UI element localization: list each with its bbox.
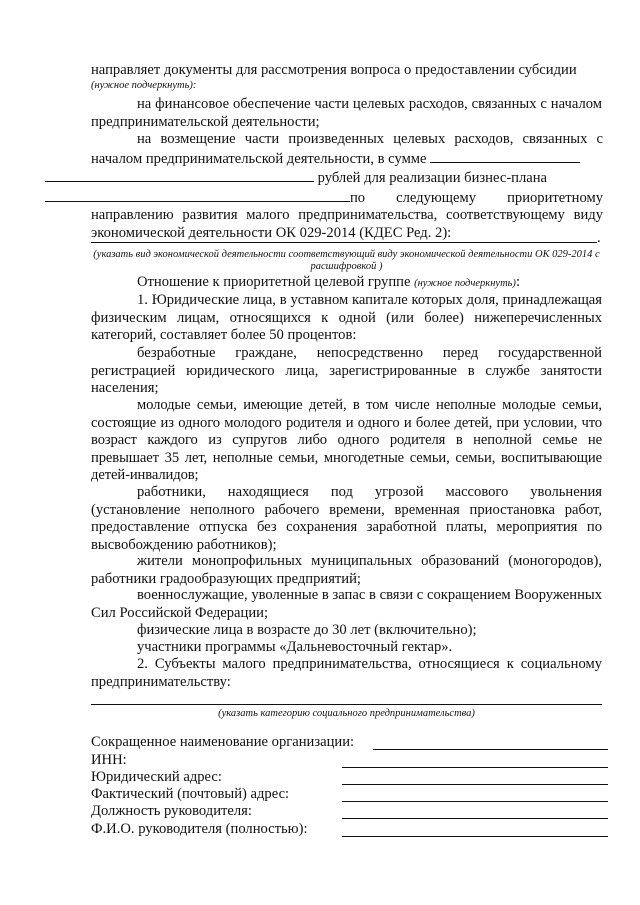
priority-item-2: 2. Субъекты малого предпринимательства, относящиеся к социальному предпринимательству: [91,656,602,690]
field-label-inn: ИНН: [91,752,127,768]
field-input-legal-address[interactable] [342,784,608,785]
field-label-legal-address: Юридический адрес: [91,769,222,785]
okved-note: (указать вид экономической деятельности соответствующий виду экономической деятельности ОК 029-2014 с расшифровкой ) [93,249,600,272]
field-label-short-name: Сокращенное наименование организации: [91,734,355,750]
option-2 [91,131,603,243]
category-6: физические лица в возрасте до 30 лет (включительно); [137,622,477,638]
priority-item-1: 1. Юридические лица, в уставном капитале которых доля, принадлежащая физическим лицам, относящихся к одной (или более) нижеперечисленных категорий, составляет более 50 процентов: [91,292,602,344]
priority-heading [91,274,602,292]
option-2-text: на возмещение части произведенных целевых расходов, связанных с началом предпринимательской деятельности, в сумме [91,131,603,167]
category-3: работники, находящиеся под угрозой массового увольнения (установление неполного рабочего времени, временная приостановка работ, предоставление отпуска без сохранения заработной платы, мероприятия по высвобождению работников); [91,484,602,553]
field-label-postal-address: Фактический (почтовый) адрес: [91,786,290,802]
business-plan-field[interactable] [45,188,350,202]
field-input-position[interactable] [342,818,608,819]
field-label-position: Должность руководителя: [91,803,252,819]
social-note: (указать категорию социального предпринимательства) [218,708,475,719]
social-category-field[interactable] [91,704,602,705]
intro-note: (нужное подчеркнуть): [91,80,197,91]
intro-text: направляет документы для рассмотрения вопроса о предоставлении субсидии [91,62,577,78]
category-5: военнослужащие, уволенные в запас в связи с сокращением Вооруженных Сил Российской Федерации; [91,587,602,621]
amount-words-field[interactable] [45,168,314,182]
intro-line [91,62,602,80]
option-1: на финансовое обеспечение части целевых расходов, связанных с началом предпринимательской деятельности; [91,96,602,130]
field-input-short-name[interactable] [373,749,608,750]
okved-field[interactable] [91,242,597,243]
okved-period: . [597,230,601,246]
category-1: безработные граждане, непосредственно перед государственной регистрацией юридического лица, зарегистрированные в службе занятости населения; [91,345,602,397]
priority-heading-text: Отношение к приоритетной целевой группе [137,274,411,290]
field-label-full-name: Ф.И.О. руководителя (полностью): [91,821,308,837]
category-7: участники программы «Дальневосточный гектар». [137,639,453,655]
priority-heading-note: (нужное подчеркнуть) [414,278,516,289]
rubles-text: рублей для реализации бизнес-плана [317,170,548,187]
priority-heading-colon: : [515,274,520,290]
category-4: жители монопрофильных муниципальных образований (моногородов), работники градообразующих предприятий; [91,553,602,587]
direction-text: по следующему приоритетному направлению развития малого предпринимательства, соответствующему виду экономической деятельности ОК 029-2014 (КДЕС Ред. 2): [91,189,603,241]
category-2: молодые семьи, имеющие детей, в том числе неполные молодые семьи, состоящие из одного молодого родителя и одного и более детей, при условии, что возраст каждого из супругов либо одного родителя в неполной семье не превышает 35 лет, неполные семьи, многодетные семьи, семьи, воспитывающие детей-инвалидов; [91,397,602,484]
field-input-full-name[interactable] [342,836,608,837]
field-input-postal-address[interactable] [342,801,608,802]
amount-field[interactable] [430,149,580,163]
field-input-inn[interactable] [342,767,608,768]
